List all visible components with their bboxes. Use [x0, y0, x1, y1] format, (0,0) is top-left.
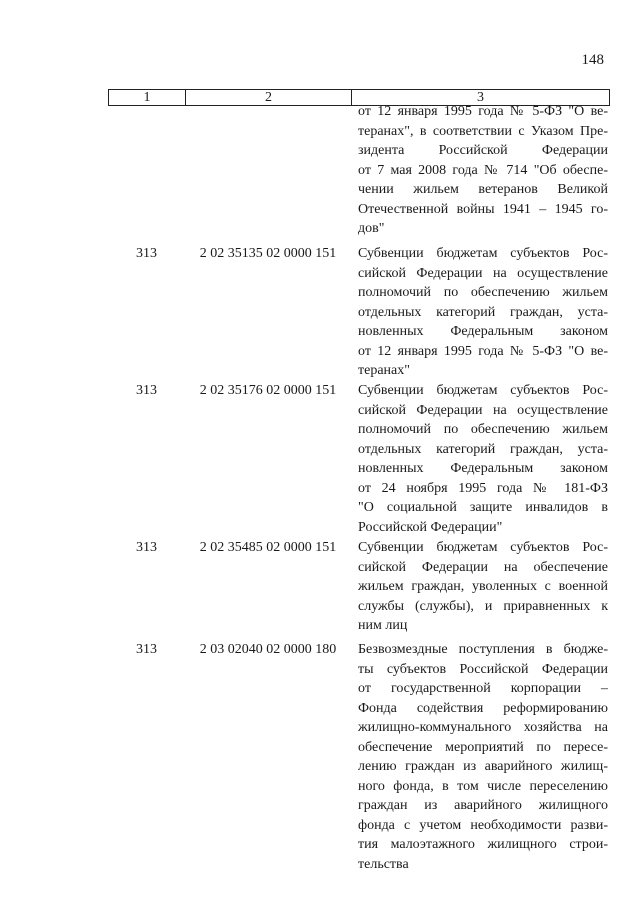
description-line: обеспечение мероприятий по пересе- — [358, 739, 608, 755]
description-line: от 12 января 1995 года № 5-ФЗ "О ве- — [358, 104, 608, 119]
row-col-1: 313 — [136, 383, 157, 398]
row-description — [358, 244, 608, 381]
description-line: от государственной корпорации – — [358, 681, 608, 696]
description-line: фонда с учетом необходимости разви- — [358, 817, 608, 833]
row-col-1: 313 — [136, 642, 157, 657]
description-line: Отечественной войны 1941 – 1945 го- — [358, 201, 608, 217]
description-line: жилищно-коммунального хозяйства на — [358, 720, 608, 735]
description-line: Субвенции бюджетам субъектов Рос- — [358, 540, 608, 555]
description-line: ним лиц — [358, 618, 408, 633]
description-line: Фонда содействия реформированию — [358, 700, 608, 716]
description-line: теранах", в соответствии с Указом Пре- — [358, 123, 608, 139]
header-col-3: 3 — [477, 90, 484, 105]
description-line: новленных Федеральным законом — [358, 461, 608, 476]
page-number: 148 — [581, 52, 604, 68]
row-col-2: 2 02 35176 02 0000 151 — [199, 383, 337, 398]
description-line: Российской Федерации" — [358, 519, 503, 535]
description-line: от 7 мая 2008 года № 714 "Об обеспе- — [358, 162, 608, 178]
description-line: службы (службы), и приравненных к — [358, 598, 608, 614]
description-line: тельства — [358, 856, 409, 872]
description-line: теранах" — [358, 363, 410, 378]
row-description — [358, 640, 608, 874]
description-line: отдельных категорий граждан, уста- — [358, 304, 608, 320]
header-col-1: 1 — [109, 90, 186, 105]
description-line: полномочий по обеспечению жильем — [358, 285, 608, 300]
description-line: чении жильем ветеранов Великой — [358, 182, 608, 197]
description-line: ты субъектов Российской Федерации — [358, 661, 608, 677]
description-line: Безвозмездные поступления в бюдже- — [358, 642, 608, 657]
row-col-2: 2 02 35135 02 0000 151 — [199, 246, 337, 261]
description-line: новленных Федеральным законом — [358, 324, 608, 339]
description-line: дов" — [358, 221, 385, 236]
description-line: сийской Федерации на осуществление — [358, 402, 608, 418]
row-description — [358, 102, 608, 239]
description-line: от 12 января 1995 года № 5-ФЗ "О ве- — [358, 343, 608, 359]
description-line: сийской Федерации на обеспечение — [358, 559, 608, 575]
description-line: зидента Российской Федерации — [358, 143, 608, 158]
description-line: граждан из аварийного жилищного — [358, 798, 608, 813]
row-description — [358, 381, 608, 537]
row-col-2: 2 02 35485 02 0000 151 — [199, 540, 337, 555]
description-line: полномочий по обеспечению жильем — [358, 422, 608, 437]
description-line: отдельных категорий граждан, уста- — [358, 441, 608, 457]
description-line: ного фонда, в том числе переселению — [358, 778, 608, 794]
description-line: лению граждан из аварийного жилищ- — [358, 759, 608, 774]
description-line: Субвенции бюджетам субъектов Рос- — [358, 383, 608, 398]
row-col-1: 313 — [136, 246, 157, 261]
description-line: Субвенции бюджетам субъектов Рос- — [358, 246, 608, 261]
row-col-2: 2 03 02040 02 0000 180 — [199, 642, 337, 657]
row-col-1: 313 — [136, 540, 157, 555]
description-line: жильем граждан, уволенных с военной — [358, 579, 608, 594]
description-line: тия малоэтажного жилищного строи- — [358, 837, 608, 852]
description-line: "О социальной защите инвалидов в — [358, 500, 608, 515]
description-line: от 24 ноября 1995 года № 181-ФЗ — [358, 480, 608, 496]
row-description — [358, 538, 608, 636]
description-line: сийской Федерации на осуществление — [358, 265, 608, 281]
header-col-2: 2 — [186, 90, 352, 105]
